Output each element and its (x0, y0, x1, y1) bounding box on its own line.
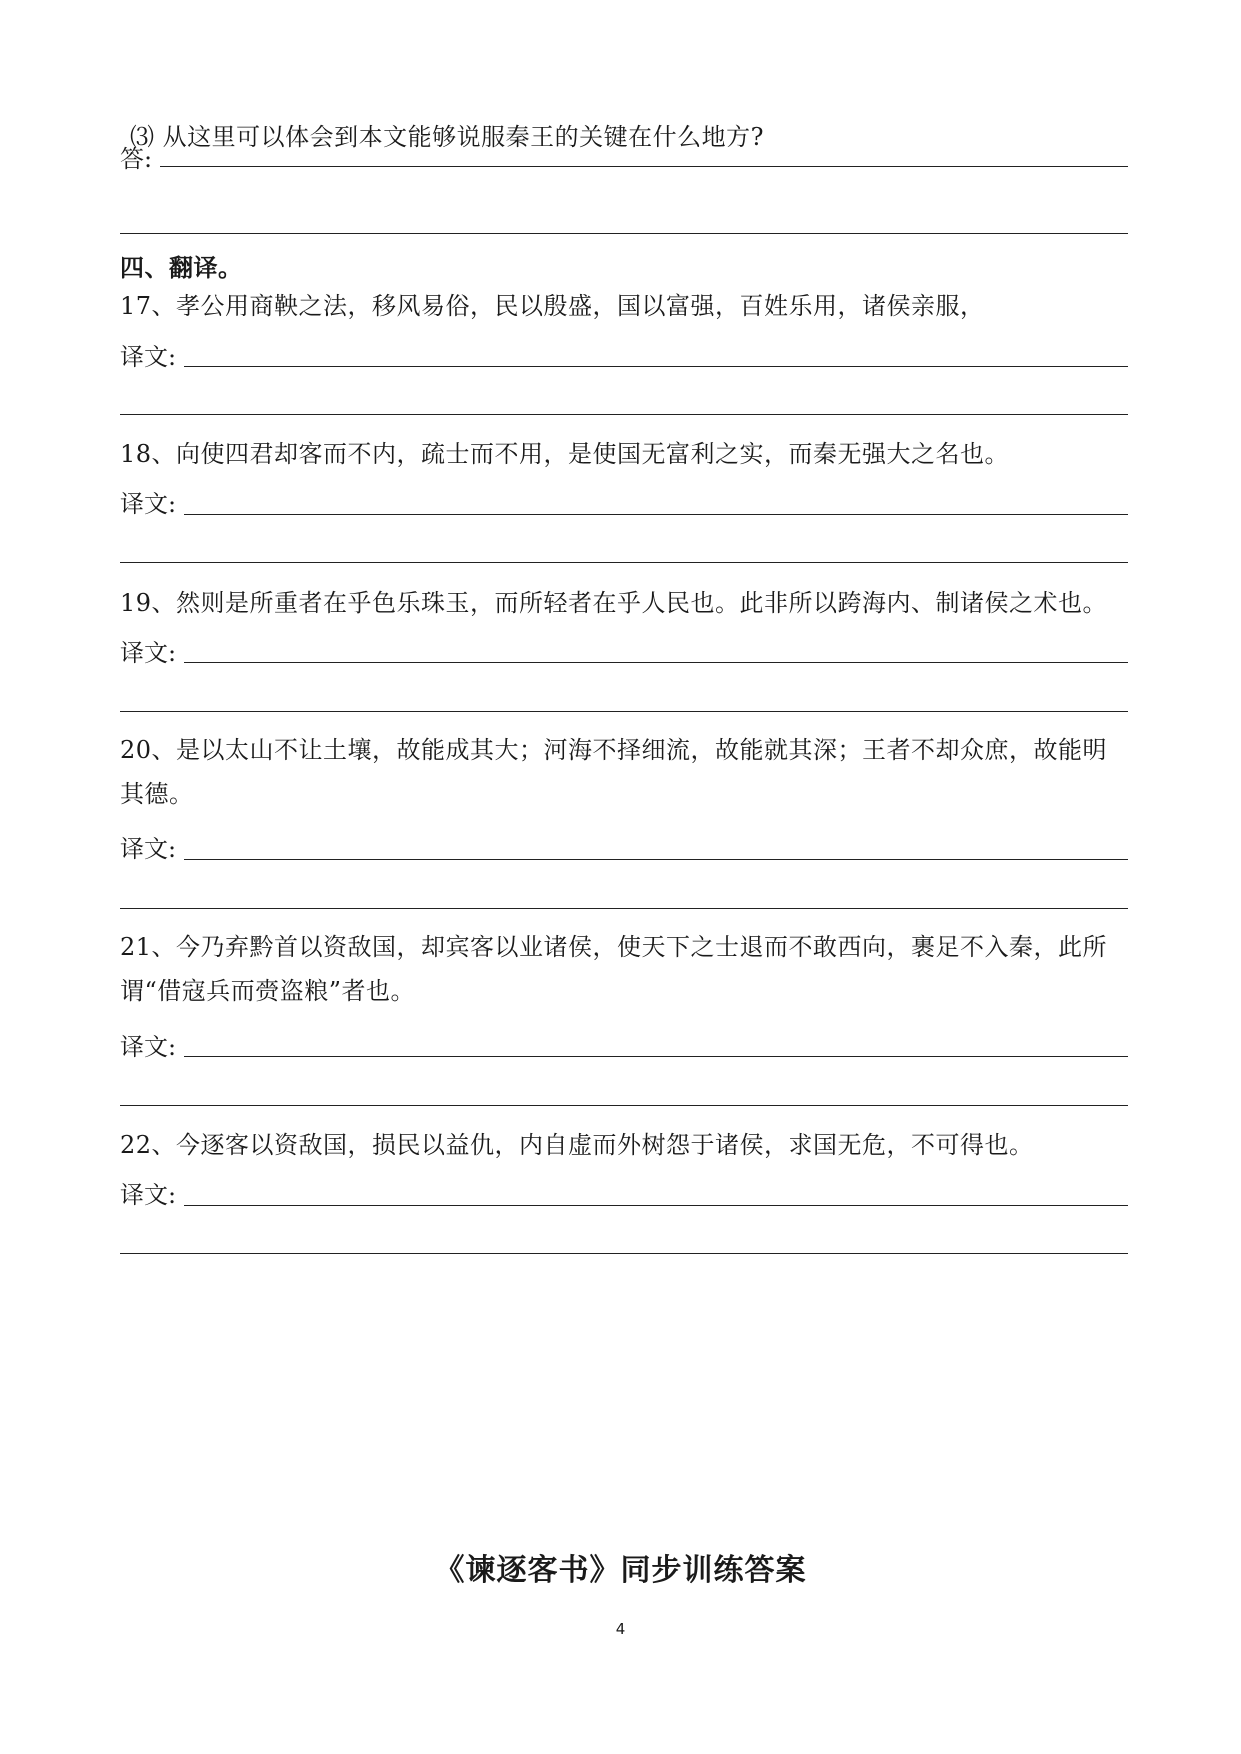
translation-21-text: 21、今乃弃黔首以资敌国，却宾客以业诸侯，使天下之士退而不敢西向，裹足不入秦，此所谓“借寇兵而赍盗粮”者也。 (120, 933, 1108, 1005)
translation-18-text: 18、向使四君却客而不内，疏士而不用，是使国无富利之实，而秦无强大之名也。 (120, 440, 1010, 468)
page-number: 4 (615, 1620, 626, 1638)
translation-22-line-1[interactable] (184, 1205, 1128, 1206)
translation-22-line-2[interactable] (120, 1253, 1128, 1254)
answer-line-1[interactable] (160, 166, 1128, 167)
translation-21-line-2[interactable] (120, 1105, 1128, 1106)
translation-20-line-1[interactable] (184, 859, 1128, 860)
translation-20-text: 20、是以太山不让土壤，故能成其大；河海不择细流，故能就其深；王者不却众庶，故能明其德。 (120, 736, 1108, 808)
translation-17-label: 译文: (120, 343, 177, 371)
translation-19-text: 19、然则是所重者在乎色乐珠玉，而所轻者在乎人民也。此非所以跨海内、制诸侯之术也。 (120, 589, 1108, 617)
translation-18-line-1[interactable] (184, 514, 1128, 515)
translation-19-label: 译文: (120, 639, 177, 667)
answers-section-title: 《谏逐客书》同步训练答案 (434, 1553, 807, 1588)
answer-line-2[interactable] (120, 233, 1128, 234)
section-heading: 四、翻译。 (120, 254, 243, 282)
translation-19-line-1[interactable] (184, 662, 1128, 663)
translation-17-line-2[interactable] (120, 414, 1128, 415)
translation-18-line-2[interactable] (120, 562, 1128, 563)
translation-20-label: 译文: (120, 835, 177, 863)
question-3-text: ⑶ 从这里可以体会到本文能够说服秦王的关键在什么地方? (130, 123, 764, 151)
translation-22-label: 译文: (120, 1181, 177, 1209)
answer-label: 答: (120, 145, 153, 173)
translation-18-label: 译文: (120, 490, 177, 518)
translation-20-line-2[interactable] (120, 908, 1128, 909)
translation-17-text: 17、孝公用商鞅之法，移风易俗，民以殷盛，国以富强，百姓乐用，诸侯亲服， (120, 292, 985, 320)
translation-21-line-1[interactable] (184, 1056, 1128, 1057)
translation-17-line-1[interactable] (184, 366, 1128, 367)
translation-22-text: 22、今逐客以资敌国，损民以益仇，内自虚而外树怨于诸侯，求国无危，不可得也。 (120, 1131, 1034, 1159)
translation-21-label: 译文: (120, 1033, 177, 1061)
translation-19-line-2[interactable] (120, 711, 1128, 712)
